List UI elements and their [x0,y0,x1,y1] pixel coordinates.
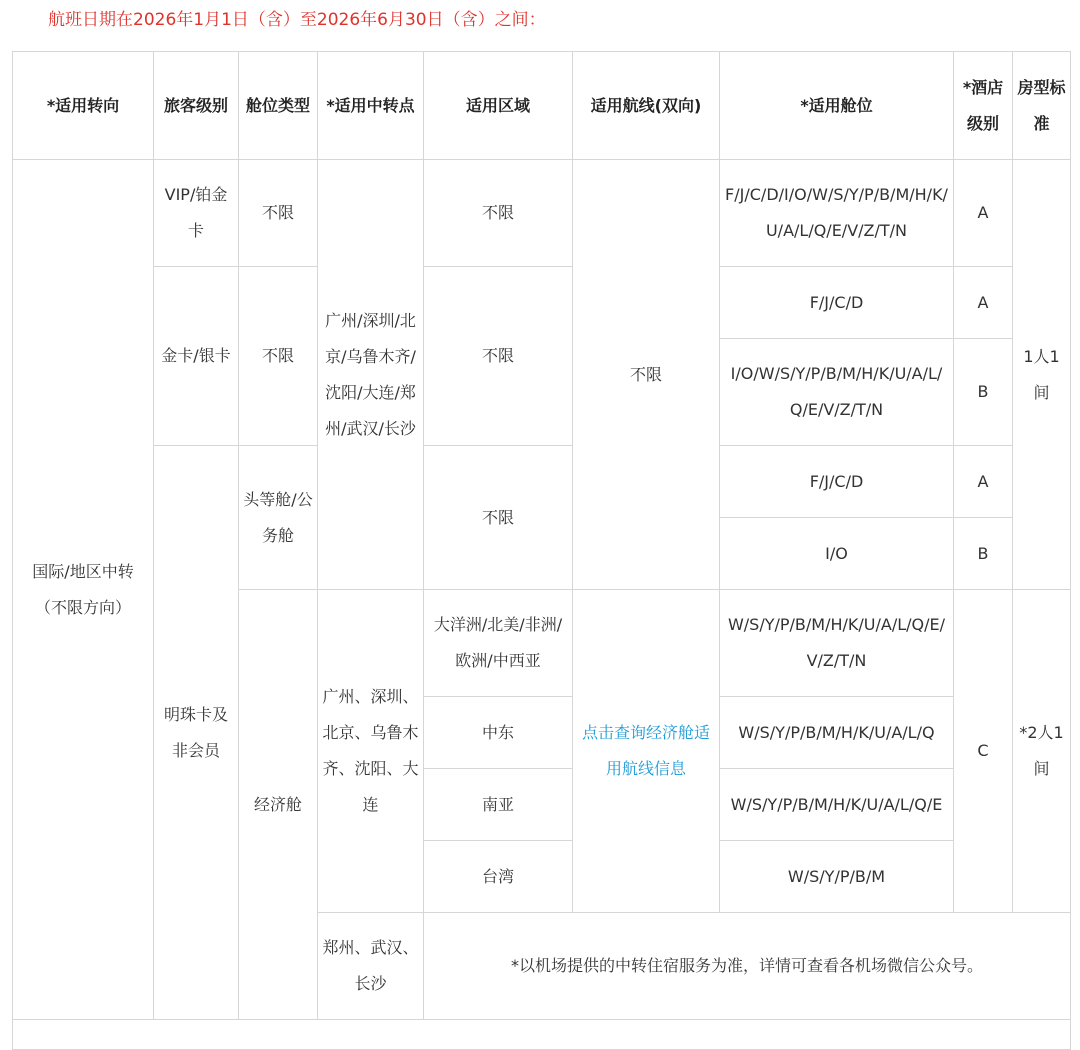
cell-region-gold: 不限 [424,267,573,446]
cell-region-oceania: 大洋洲/北美/非洲/欧洲/中西亚 [424,590,573,697]
transit-hotel-rules-table [12,51,1071,1050]
table-row [13,446,1071,518]
cell-hotel-pearl-b: B [954,518,1013,590]
cell-direction: 国际/地区中转（不限方向） [13,160,154,1020]
cell-fare-pearl-io: I/O [720,518,954,590]
cell-cabin-vip: 不限 [239,160,318,267]
cell-region-pearl: 不限 [424,446,573,590]
cell-tier-pearl: 明珠卡及非会员 [154,446,239,1020]
cell-region-south-asia: 南亚 [424,769,573,841]
cell-region-vip: 不限 [424,160,573,267]
header-tier: 旅客级别 [154,52,239,160]
cell-hotel-c: C [954,590,1013,913]
header-direction: *适用转向 [13,52,154,160]
cell-footnote: *以机场提供的中转住宿服务为准，详情可查看各机场微信公众号。 [424,913,1071,1020]
header-cabin-type: 舱位类型 [239,52,318,160]
cell-next-row-partial [13,1020,1071,1050]
cell-fare-gold-fjcd: F/J/C/D [720,267,954,339]
cell-room-single: 1人1间 [1013,160,1071,590]
cell-fare-econ-taiwan: W/S/Y/P/B/M [720,841,954,913]
cell-transit-group2: 广州、深圳、北京、乌鲁木齐、沈阳、大连 [318,590,424,913]
table-row [13,267,1071,339]
economy-route-link[interactable]: 点击查询经济舱适用航线信息 [573,590,720,913]
cell-region-taiwan: 台湾 [424,841,573,913]
cell-transit-group1: 广州/深圳/北京/乌鲁木齐/沈阳/大连/郑州/武汉/长沙 [318,160,424,590]
header-hotel-level: *酒店级别 [954,52,1013,160]
cell-room-double: *2人1间 [1013,590,1071,913]
cell-hotel-vip: A [954,160,1013,267]
cell-cabin-first-business: 头等舱/公务舱 [239,446,318,590]
cell-tier-gold: 金卡/银卡 [154,267,239,446]
cell-cabin-economy: 经济舱 [239,590,318,1020]
cell-fare-econ-oceania: W/S/Y/P/B/M/H/K/U/A/L/Q/E/V/Z/T/N [720,590,954,697]
header-transit: *适用中转点 [318,52,424,160]
cell-route-unlimited: 不限 [573,160,720,590]
cell-hotel-pearl-a: A [954,446,1013,518]
cell-hotel-gold-b: B [954,339,1013,446]
header-route: 适用航线(双向) [573,52,720,160]
cell-tier-vip: VIP/铂金卡 [154,160,239,267]
cell-fare-econ-middle-east: W/S/Y/P/B/M/H/K/U/A/L/Q [720,697,954,769]
header-region: 适用区域 [424,52,573,160]
cell-fare-econ-south-asia: W/S/Y/P/B/M/H/K/U/A/L/Q/E [720,769,954,841]
header-room: 房型标准 [1013,52,1071,160]
table-row [13,160,1071,267]
table-row-next [13,1020,1071,1050]
cell-region-middle-east: 中东 [424,697,573,769]
cell-transit-group3: 郑州、武汉、长沙 [318,913,424,1020]
flight-date-notice: 航班日期在2026年1月1日（含）至2026年6月30日（含）之间： [48,10,546,30]
header-fare-class: *适用舱位 [720,52,954,160]
cell-hotel-gold-a: A [954,267,1013,339]
cell-fare-pearl-fjcd: F/J/C/D [720,446,954,518]
cell-fare-gold-rest: I/O/W/S/Y/P/B/M/H/K/U/A/L/Q/E/V/Z/T/N [720,339,954,446]
cell-cabin-gold: 不限 [239,267,318,446]
cell-fare-vip: F/J/C/D/I/O/W/S/Y/P/B/M/H/K/U/A/L/Q/E/V/Z/T/N [720,160,954,267]
table-header-row [13,52,1071,160]
